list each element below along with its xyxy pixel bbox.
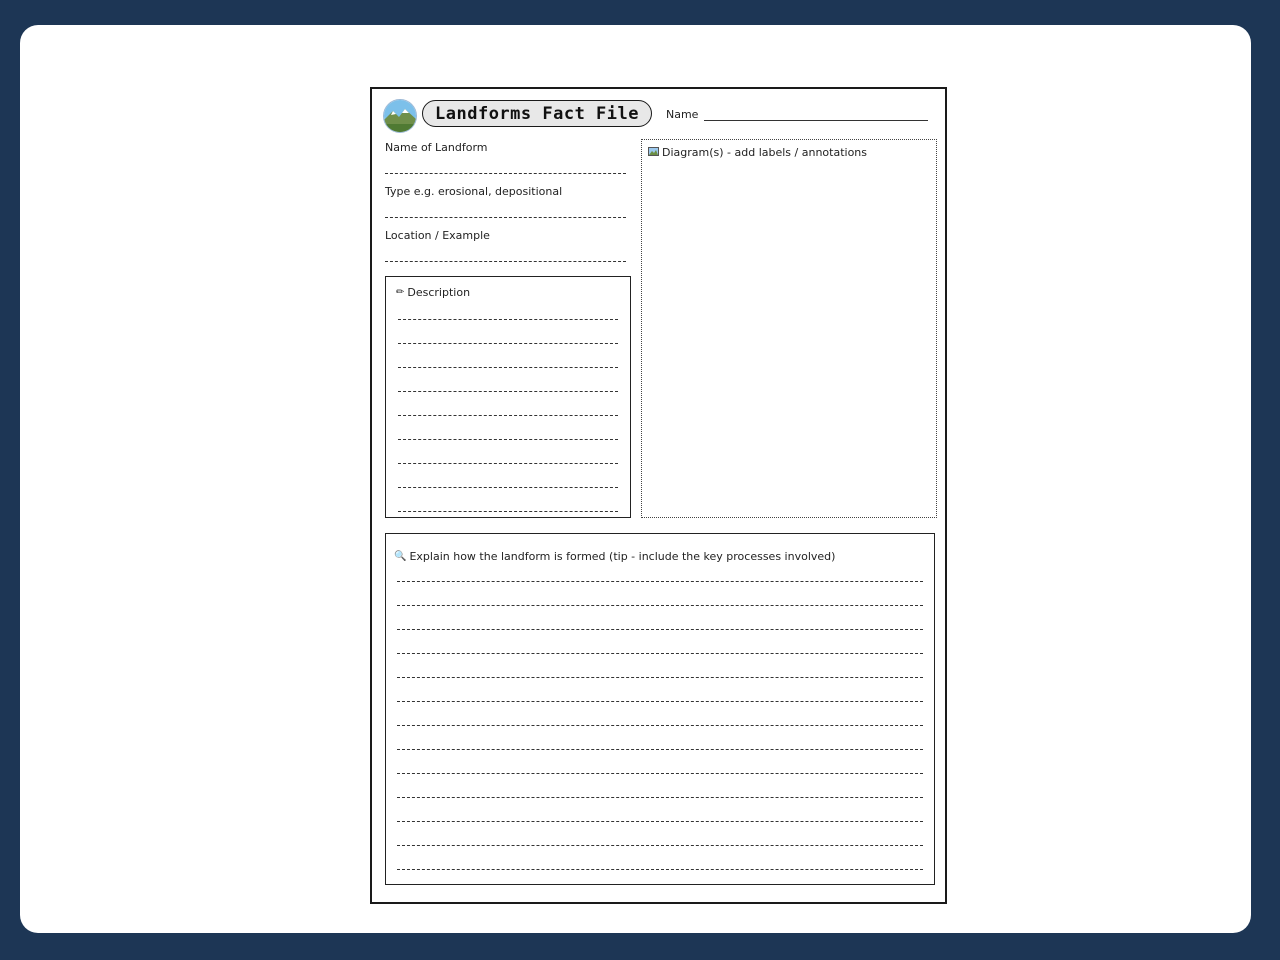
explain-writing-line[interactable] <box>397 581 923 582</box>
diagram-title: Diagram(s) - add labels / annotations <box>662 146 868 159</box>
explain-writing-line[interactable] <box>397 821 923 822</box>
description-writing-line[interactable] <box>398 367 618 368</box>
explain-writing-line[interactable] <box>397 653 923 654</box>
description-writing-line[interactable] <box>398 439 618 440</box>
explain-writing-line[interactable] <box>397 677 923 678</box>
description-writing-line[interactable] <box>398 319 618 320</box>
diagram-box <box>641 139 937 518</box>
description-writing-line[interactable] <box>398 463 618 464</box>
description-writing-line[interactable] <box>398 343 618 344</box>
landform-name-line[interactable] <box>385 173 626 174</box>
explain-title: Explain how the landform is formed (tip - include the key processes involved) <box>409 550 836 563</box>
worksheet-page <box>370 87 947 904</box>
description-box <box>385 276 631 518</box>
pencil-icon: ✏ <box>396 286 405 298</box>
location-label: Location / Example <box>385 229 490 242</box>
title-banner <box>422 100 652 127</box>
landform-type-line[interactable] <box>385 217 626 218</box>
landform-type-label: Type e.g. erosional, depositional <box>385 185 563 198</box>
explain-writing-line[interactable] <box>397 701 923 702</box>
explain-writing-line[interactable] <box>397 773 923 774</box>
description-title: Description <box>407 286 471 299</box>
explain-writing-line[interactable] <box>397 749 923 750</box>
landscape-logo-icon <box>383 99 417 133</box>
description-writing-line[interactable] <box>398 487 618 488</box>
description-writing-line[interactable] <box>398 511 618 512</box>
explain-writing-line[interactable] <box>397 797 923 798</box>
student-name-label: Name <box>666 108 699 121</box>
viewer-card <box>20 25 1251 933</box>
page-title: Landforms Fact File <box>435 103 639 124</box>
explain-writing-line[interactable] <box>397 725 923 726</box>
picture-icon <box>648 147 659 159</box>
description-writing-line[interactable] <box>398 415 618 416</box>
description-writing-line[interactable] <box>398 391 618 392</box>
explain-box <box>385 533 935 885</box>
student-name-line[interactable] <box>704 120 928 121</box>
explain-writing-line[interactable] <box>397 869 923 870</box>
explain-writing-line[interactable] <box>397 629 923 630</box>
explain-writing-line[interactable] <box>397 845 923 846</box>
location-line[interactable] <box>385 261 626 262</box>
explain-writing-line[interactable] <box>397 605 923 606</box>
landform-name-label: Name of Landform <box>385 141 488 154</box>
magnifier-icon: 🔍 <box>394 550 407 562</box>
